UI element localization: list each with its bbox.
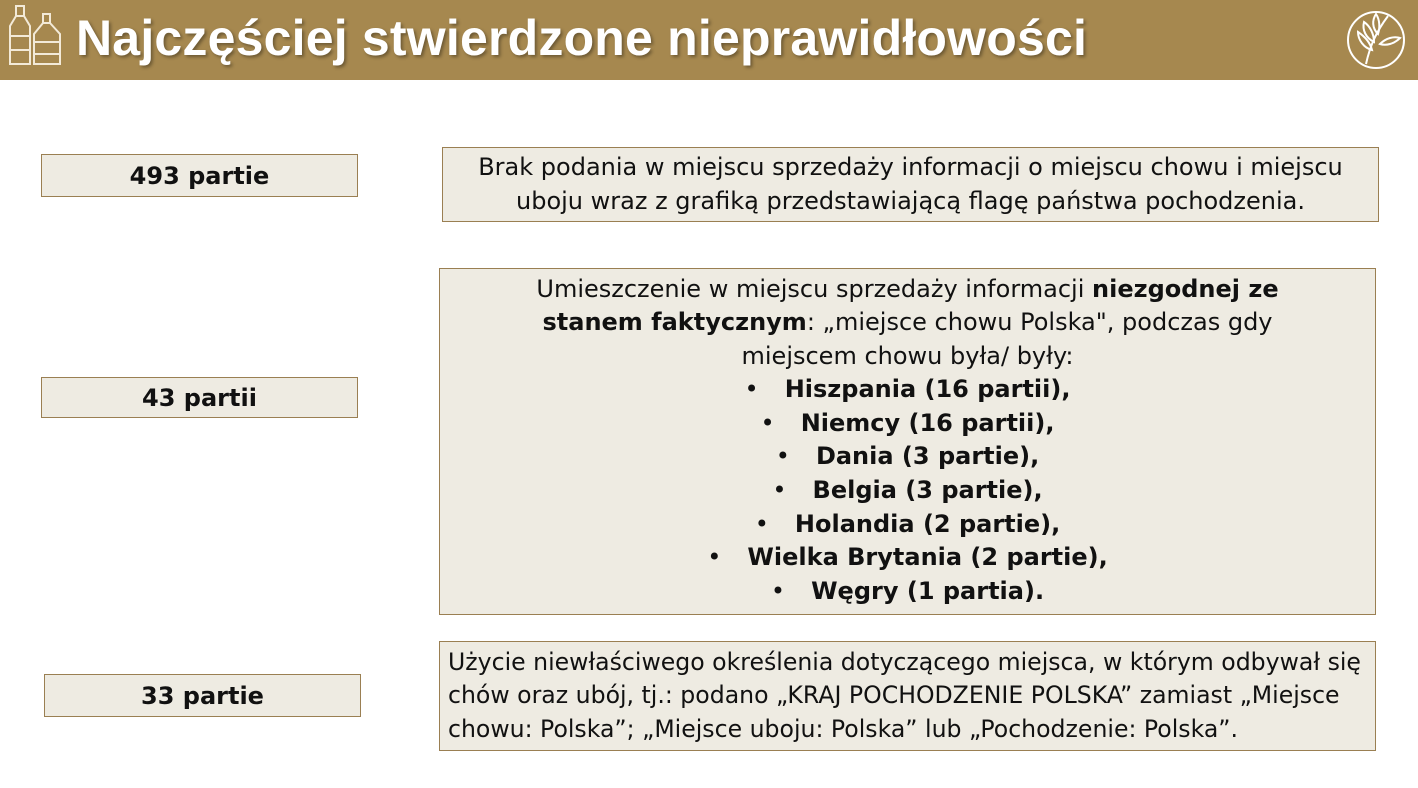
description-box-2 bbox=[439, 268, 1376, 615]
description-text: Brak podania w miejscu sprzedaży informacji o miejscu chowu i miejscu uboju wraz z grafiką przedstawiającą flagę państwa pochodzenia. bbox=[478, 153, 1343, 215]
description-intro: Umieszczenie w miejscu sprzedaży informacji niezgodnej ze stanem faktycznym: „miejsce chowu Polska", podczas gdy miejscem chowu była/ były: bbox=[536, 274, 1279, 370]
count-label: 493 partie bbox=[129, 161, 270, 190]
list-item: • Belgia (3 partie), bbox=[772, 475, 1043, 504]
count-box-1 bbox=[41, 154, 358, 197]
emphasis-text: niezgodnej ze stanem faktycznym bbox=[542, 274, 1279, 337]
header-bar bbox=[0, 0, 1418, 80]
bottles-icon bbox=[4, 4, 66, 68]
wheat-logo-icon bbox=[1344, 8, 1408, 72]
country-list bbox=[480, 373, 1335, 608]
list-item: • Holandia (2 partie), bbox=[754, 509, 1061, 538]
list-item: • Wielka Brytania (2 partie), bbox=[707, 543, 1108, 572]
count-label: 33 partie bbox=[141, 681, 264, 710]
list-item: • Hiszpania (16 partii), bbox=[744, 375, 1071, 404]
count-box-3 bbox=[44, 674, 361, 717]
list-item: • Niemcy (16 partii), bbox=[760, 408, 1055, 437]
description-box-3 bbox=[439, 641, 1376, 751]
list-item: • Dania (3 partie), bbox=[775, 442, 1040, 471]
list-item: • Węgry (1 partia). bbox=[770, 576, 1045, 605]
page-title: Najczęściej stwierdzone nieprawidłowości bbox=[76, 10, 1088, 66]
count-box-2 bbox=[41, 377, 358, 418]
description-text: Użycie niewłaściwego określenia dotyczącego miejsca, w którym odbywał się chów oraz ubój, tj.: podano „KRAJ POCHODZENIE POLSKA” zamiast „Miejsce chowu: Polska”; „Miejsce uboju: Polska” lub „Pochodzenie: Polska”. bbox=[448, 647, 1361, 743]
count-label: 43 partii bbox=[142, 383, 257, 412]
description-box-1 bbox=[442, 147, 1379, 222]
